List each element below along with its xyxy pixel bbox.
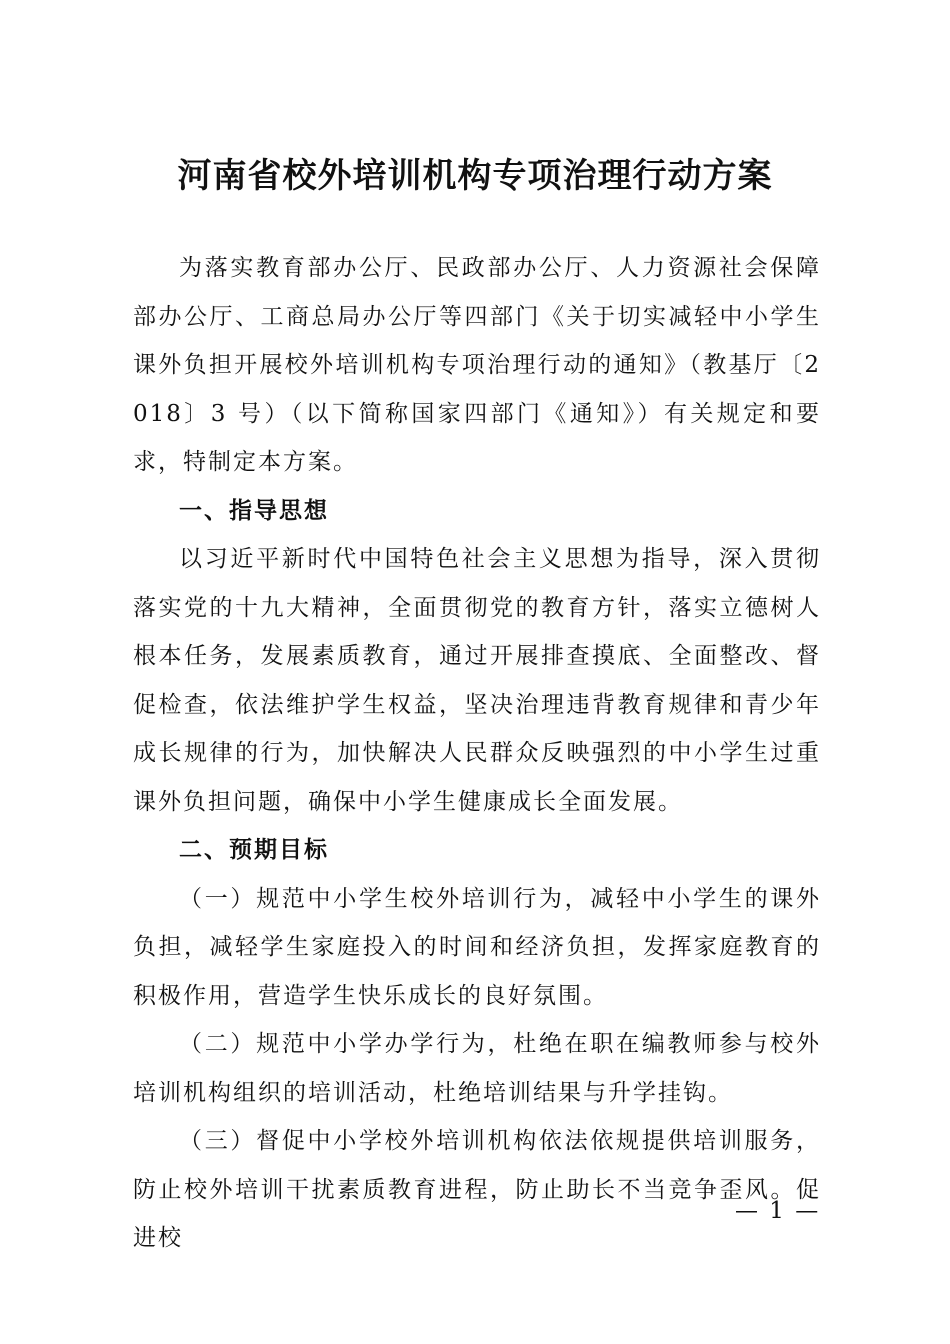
page-number: — 1 — <box>735 1198 821 1224</box>
goal-item-3: （三）督促中小学校外培训机构依法依规提供培训服务，防止校外培训干扰素质教育进程，防止助长不当竞争歪风。促进校 <box>133 1128 821 1251</box>
section-heading-expected-goals: 二、预期目标 <box>179 837 329 863</box>
section-heading-guiding-ideology: 一、指导思想 <box>179 497 329 524</box>
goal-item-2: （二）规范中小学办学行为，杜绝在职在编教师参与校外培训机构组织的培训活动，杜绝培训结果与升学挂钩。 <box>133 1031 821 1106</box>
document-body <box>133 244 821 1263</box>
document-title: 河南省校外培训机构专项治理行动方案 <box>177 156 773 196</box>
guiding-ideology-paragraph: 以习近平新时代中国特色社会主义思想为指导，深入贯彻落实党的十九大精神，全面贯彻党的教育方针，落实立德树人根本任务，发展素质教育，通过开展排查摸底、全面整改、督促检查，依法维护学生权益，坚决治理违背教育规律和青少年成长规律的行为，加快解决人民群众反映强烈的中小学生过重课外负担问题，确保中小学生健康成长全面发展。 <box>133 546 821 815</box>
intro-paragraph: 为落实教育部办公厅、民政部办公厅、人力资源社会保障部办公厅、工商总局办公厅等四部门《关于切实减轻中小学生课外负担开展校外培训机构专项治理行动的通知》（教基厅〔2018〕3 号）（以下简称国家四部门《通知》）有关规定和要求，特制定本方案。 <box>133 255 821 475</box>
goal-item-1: （一）规范中小学生校外培训行为，减轻中小学生的课外负担，减轻学生家庭投入的时间和经济负担，发挥家庭教育的积极作用，营造学生快乐成长的良好氛围。 <box>133 885 821 1009</box>
